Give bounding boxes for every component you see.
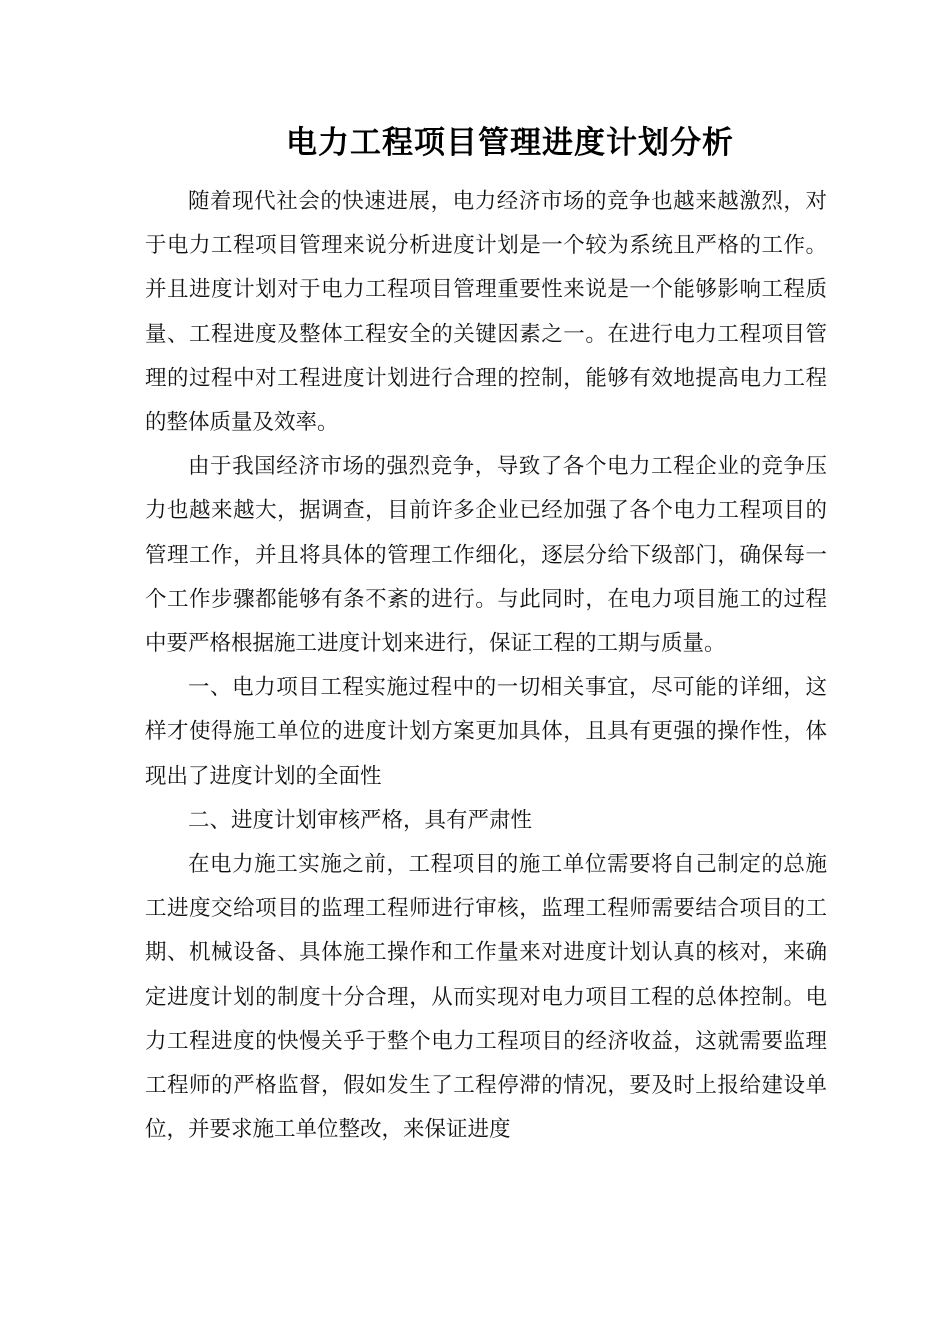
paragraph-intro: 随着现代社会的快速进展，电力经济市场的竞争也越来越激烈，对于电力工程项目管理来说分析进度计划是一个较为系统且严格的工作。并且进度计划对于电力工程项目管理重要性来说是一个能够影响工程质量、工程进度及整体工程安全的关键因素之一。在进行电力工程项目管理的过程中对工程进度计划进行合理的控制，能够有效地提高电力工程的整体质量及效率。 [145,189,827,436]
paragraph-competition: 由于我国经济市场的强烈竞争，导致了各个电力工程企业的竞争压力也越来越大，据调查，目前许多企业已经加强了各个电力工程项目的管理工作，并且将具体的管理工作细化，逐层分给下级部门，确保每一个工作步骤都能够有条不紊的进行。与此同时，在电力项目施工的过程中要严格根据施工进度计划来进行，保证工程的工期与质量。 [145,454,827,657]
paragraph-review: 在电力施工实施之前，工程项目的施工单位需要将自己制定的总施工进度交给项目的监理工程师进行审核，监理工程师需要结合项目的工期、机械设备、具体施工操作和工作量来对进度计划认真的核对，来确定进度计划的制度十分合理，从而实现对电力项目工程的总体控制。电力工程进度的快慢关乎于整个电力工程项目的经济收益，这就需要监理工程师的严格监督，假如发生了工程停滞的情况，要及时上报给建设单位，并要求施工单位整改，来保证进度 [145,852,827,1143]
paragraph-section-one: 一、电力项目工程实施过程中的一切相关事宜，尽可能的详细，这样才使得施工单位的进度计划方案更加具体，且具有更强的操作性，体现出了进度计划的全面性 [145,675,827,789]
document-body [145,180,827,1152]
paragraph-section-two-heading: 二、进度计划审核严格，具有严肃性 [188,807,533,833]
document-title: 电力工程项目管理进度计划分析 [286,125,734,161]
